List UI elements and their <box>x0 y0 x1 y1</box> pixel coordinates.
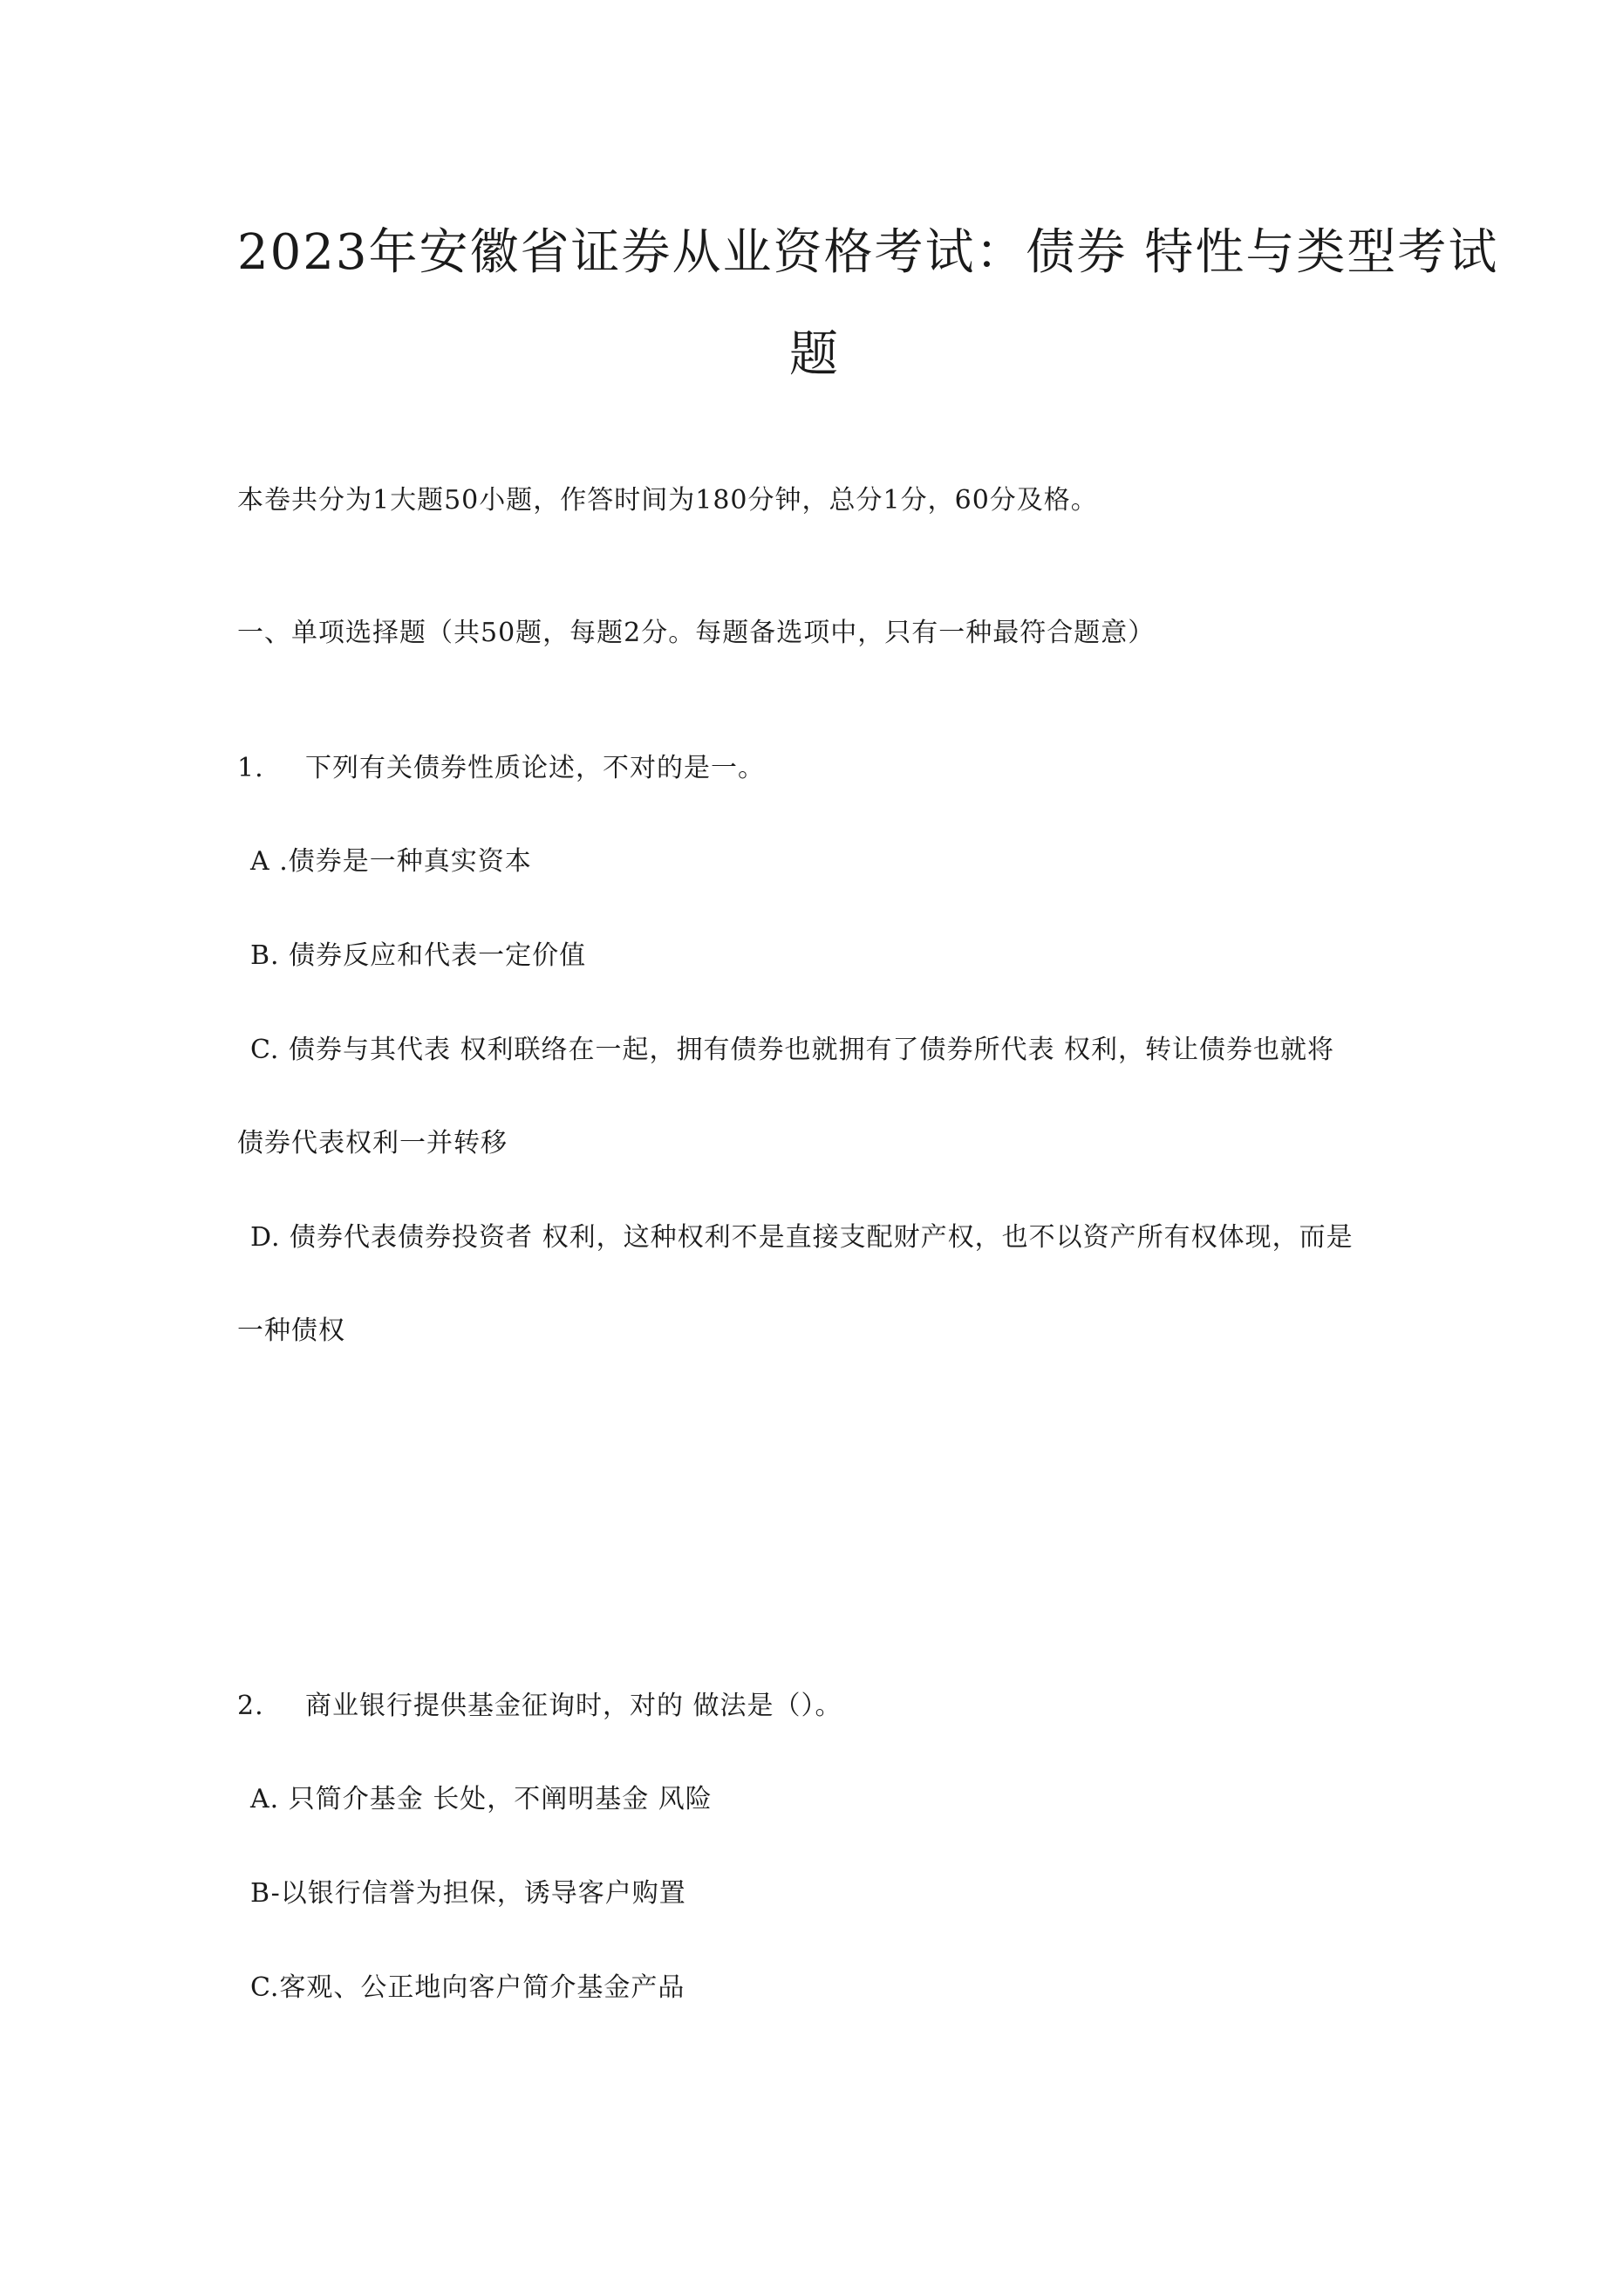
option-a: A .债券是一种真实资本 <box>250 846 532 877</box>
question-1-stem-line <box>237 746 765 784</box>
option-c-continuation: 债券代表权利一并转移 <box>237 1128 508 1158</box>
option-c: C.客观、公正地向客户简介基金产品 <box>250 1972 685 2003</box>
option-b: B. 债券反应和代表一定价值 <box>250 940 587 971</box>
option-d: D. 债券代表债券投资者 权利，这种权利不是直接支配财产权，也不以资产所有权体现，而是 <box>250 1222 1354 1253</box>
document-title-line-2: 题 <box>789 326 840 383</box>
exam-intro: 本卷共分为1大题50小题，作答时间为180分钟，总分1分，60分及格。 <box>237 485 1098 516</box>
question-2-stem-line <box>237 1684 842 1722</box>
question-number: 2. <box>237 1691 264 1721</box>
question-stem: 下列有关债券性质论述，不对的是一。 <box>305 753 765 783</box>
option-a: A. 只简介基金 长处，不阐明基金 风险 <box>250 1784 713 1814</box>
option-d-continuation: 一种债权 <box>237 1315 345 1346</box>
section-heading: 一、单项选择题（共50题，每题2分。每题备选项中，只有一种最符合题意） <box>237 618 1156 648</box>
document-title-line-1: 2023年安徽省证券从业资格考试：债券 特性与类型考试 <box>237 224 1499 281</box>
option-c: C. 债券与其代表 权利联络在一起，拥有债券也就拥有了债券所代表 权利，转让债券也就将 <box>250 1035 1335 1065</box>
question-stem: 商业银行提供基金征询时，对的 做法是（）。 <box>305 1691 842 1721</box>
question-number: 1. <box>237 753 264 783</box>
option-b: B-以银行信誉为担保，诱导客户购置 <box>250 1878 686 1909</box>
